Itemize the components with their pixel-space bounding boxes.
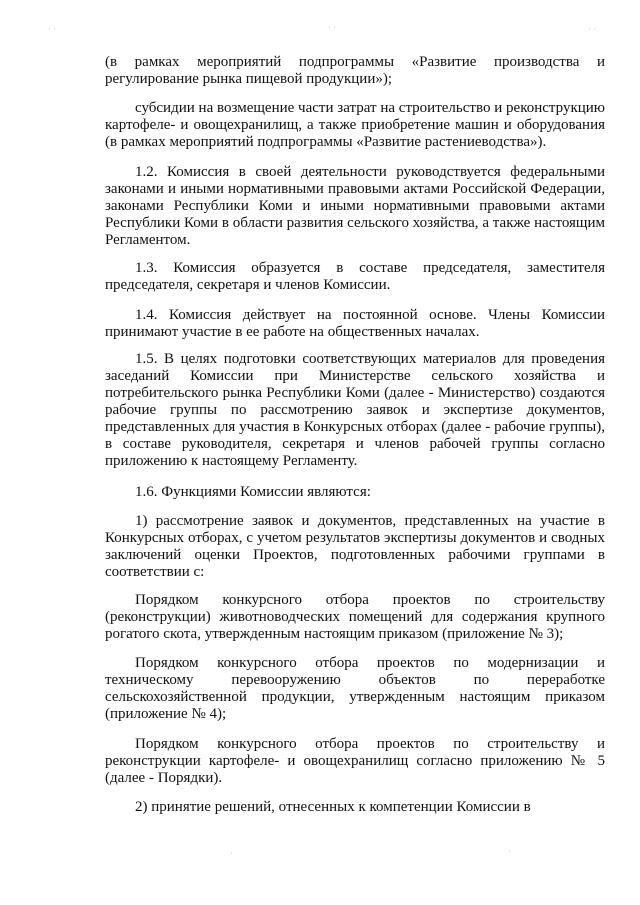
paragraph: Порядком конкурсного отбора проектов по строительству и реконструкции картофеле- и овощехранилищ согласно приложению № 5 (далее - Порядки). bbox=[105, 736, 605, 786]
paragraph: субсидии на возмещение части затрат на строительство и реконструкцию картофеле- и овощехранилищ, а также приобретение машин и оборудования (в рамках мероприятий подпрограммы «Развитие растениеводства»). bbox=[105, 100, 605, 150]
paragraph: Порядком конкурсного отбора проектов по строительству (реконструкции) животноводческих помещений для содержания крупного рогатого скота, утвержденным настоящим приказом (приложение № 3); bbox=[105, 592, 605, 642]
paragraph: Порядком конкурсного отбора проектов по модернизации и техническому перевооружению объектов по переработке сельскохозяйственной продукции, утвержденным настоящим приказом (приложение № 4); bbox=[105, 655, 605, 722]
paragraph: 1.4. Комиссия действует на постоянной основе. Члены Комиссии принимают участие в ее работе на общественных началах. bbox=[105, 307, 605, 340]
paragraph: 1.5. В целях подготовки соответствующих материалов для проведения заседаний Комиссии при Министерстве сельского хозяйства и потребительского рынка Республики Коми (далее - Министерство) создаются рабочие группы по рассмотрению заявок и экспертизе документов, представленных для участия в Конкурсных отборах (далее - рабочие группы), в составе руководителя, секретаря и членов рабочей группы согласно приложению к настоящему Регламенту. bbox=[105, 351, 605, 469]
scan-mark: ˙ bbox=[230, 851, 233, 861]
paragraph: 2) принятие решений, отнесенных к компетенции Комиссии в bbox=[135, 799, 531, 815]
scan-mark: ˙ bbox=[508, 849, 511, 859]
paragraph: 1) рассмотрение заявок и документов, представленных на участие в Конкурсных отборах, с учетом результатов экспертизы документов и сводных заключений оценки Проектов, подготовленных рабочими группами в соответствии с: bbox=[105, 513, 605, 580]
scan-mark: ˙ ˙ bbox=[48, 27, 57, 37]
scan-mark: ˙ ˙ bbox=[328, 25, 337, 35]
scan-mark: ˙ ˙ bbox=[588, 27, 597, 37]
paragraph: (в рамках мероприятий подпрограммы «Развитие производства и регулирование рынка пищевой продукции»); bbox=[105, 54, 605, 87]
paragraph: 1.3. Комиссия образуется в составе председателя, заместителя председателя, секретаря и членов Комиссии. bbox=[105, 260, 605, 293]
paragraph: 1.6. Функциями Комиссии являются: bbox=[135, 484, 371, 500]
paragraph: 1.2. Комиссия в своей деятельности руководствуется федеральными законами и иными нормативными правовыми актами Российской Федерации, законами Республики Коми и иными нормативными правовыми актами Республики Коми в области развития сельского хозяйства, а также настоящим Регламентом. bbox=[105, 164, 605, 248]
